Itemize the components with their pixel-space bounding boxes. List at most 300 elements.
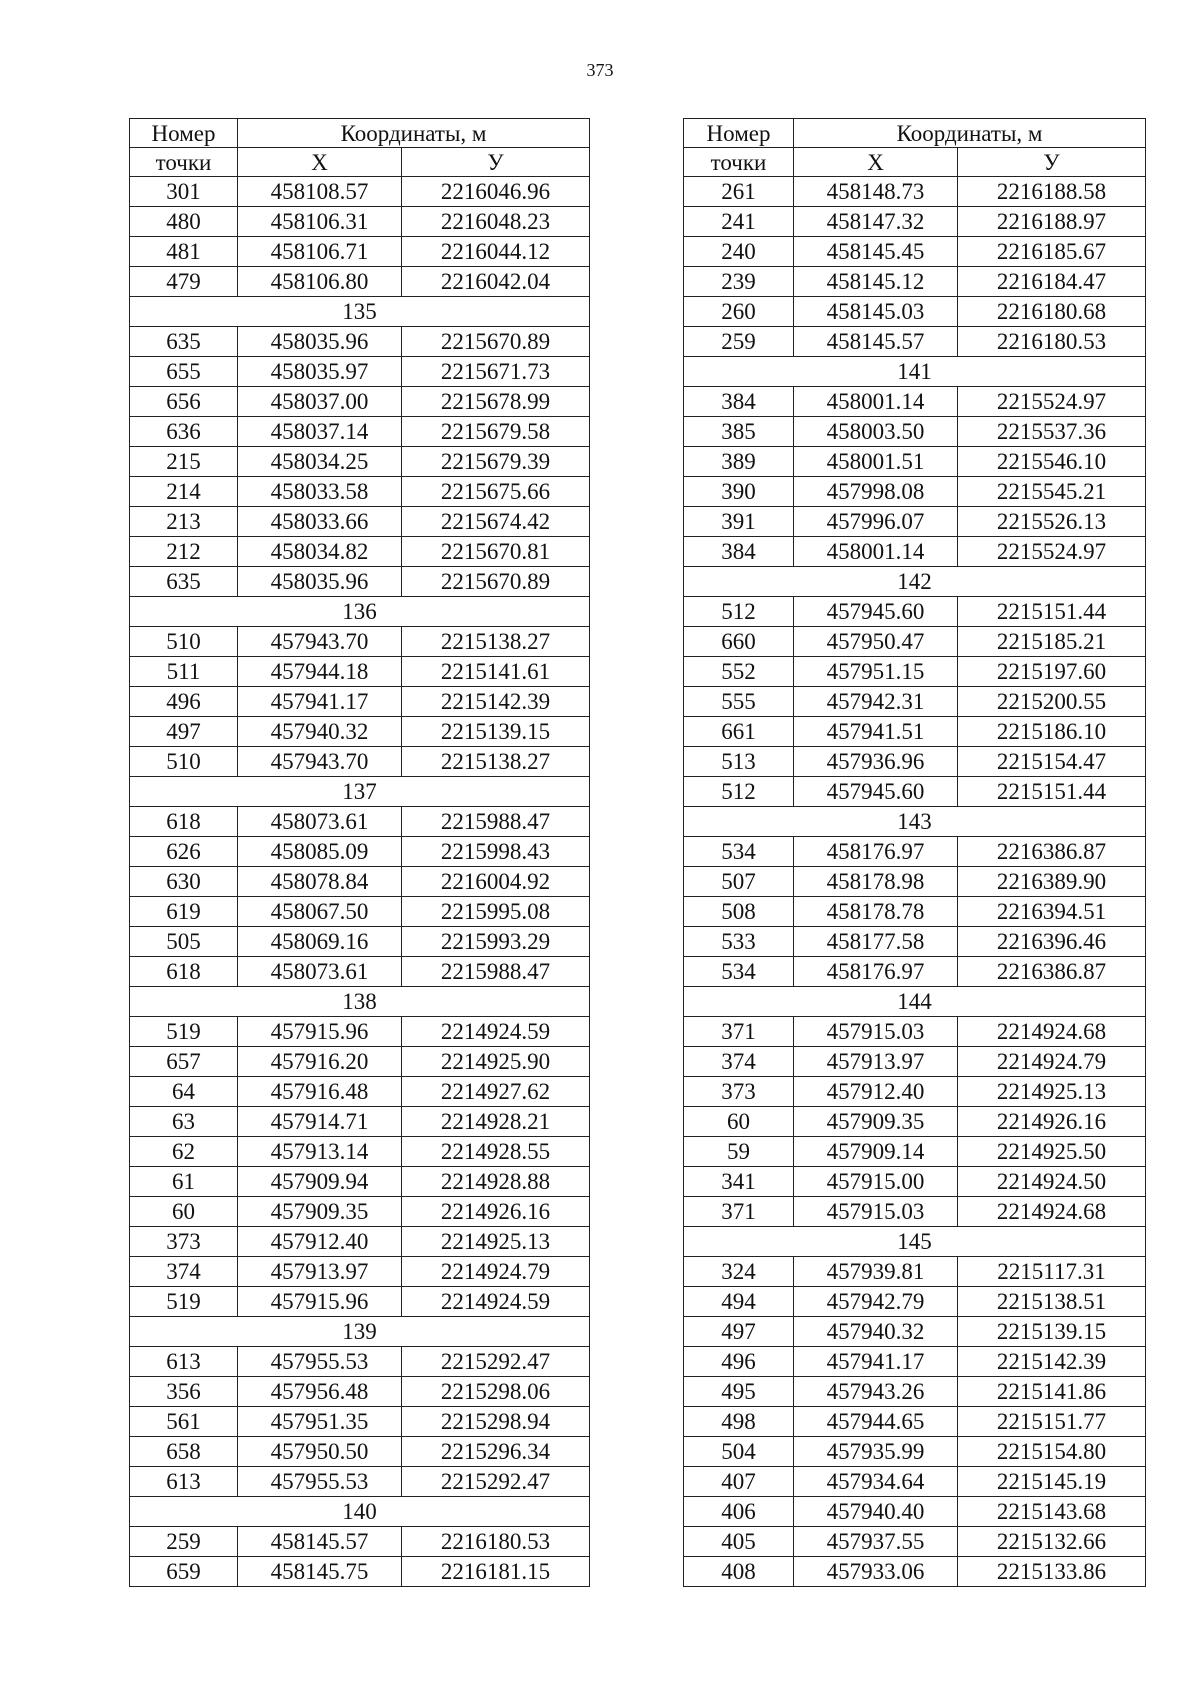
point-number-cell: 373 [130, 1227, 238, 1257]
x-coordinate-cell: 457996.07 [794, 507, 958, 537]
x-coordinate-cell: 457941.17 [238, 687, 402, 717]
table-row [130, 717, 590, 747]
table-row [130, 1407, 590, 1437]
table-row [130, 267, 590, 297]
x-coordinate-cell: 457941.51 [794, 717, 958, 747]
point-number-cell: 618 [130, 807, 238, 837]
y-coordinate-cell: 2215298.94 [402, 1407, 590, 1437]
table-row [130, 627, 590, 657]
coordinates-table-left [129, 118, 590, 1587]
x-coordinate-cell: 457914.71 [238, 1107, 402, 1137]
x-coordinate-cell: 457915.96 [238, 1287, 402, 1317]
y-coordinate-cell: 2215133.86 [958, 1557, 1146, 1587]
table-row [130, 447, 590, 477]
x-coordinate-cell: 458034.25 [238, 447, 402, 477]
y-coordinate-cell: 2214924.79 [402, 1257, 590, 1287]
point-number-cell: 494 [684, 1287, 794, 1317]
table-row [130, 897, 590, 927]
point-number-cell: 512 [684, 597, 794, 627]
y-coordinate-cell: 2215143.68 [958, 1497, 1146, 1527]
y-coordinate-cell: 2215995.08 [402, 897, 590, 927]
x-coordinate-cell: 458001.14 [794, 387, 958, 417]
point-number-cell: 497 [684, 1317, 794, 1347]
group-number: 135 [130, 297, 590, 327]
y-coordinate-cell: 2216004.92 [402, 867, 590, 897]
table-row [684, 597, 1146, 627]
y-coordinate-cell: 2215988.47 [402, 957, 590, 987]
table-row [130, 177, 590, 207]
y-coordinate-cell: 2215670.89 [402, 327, 590, 357]
header-row-top [684, 119, 1146, 148]
x-coordinate-cell: 458148.73 [794, 177, 958, 207]
y-coordinate-cell: 2216046.96 [402, 177, 590, 207]
table-row [684, 1557, 1146, 1587]
x-coordinate-cell: 457916.48 [238, 1077, 402, 1107]
table-row [130, 1527, 590, 1557]
table-row [684, 1497, 1146, 1527]
y-coordinate-cell: 2214924.50 [958, 1167, 1146, 1197]
x-coordinate-cell: 457998.08 [794, 477, 958, 507]
point-number-cell: 324 [684, 1257, 794, 1287]
y-coordinate-cell: 2215141.86 [958, 1377, 1146, 1407]
y-coordinate-cell: 2215674.42 [402, 507, 590, 537]
group-row [130, 1317, 590, 1347]
x-coordinate-cell: 457942.31 [794, 687, 958, 717]
y-coordinate-cell: 2215117.31 [958, 1257, 1146, 1287]
x-coordinate-cell: 457943.26 [794, 1377, 958, 1407]
table-row [684, 867, 1146, 897]
x-coordinate-cell: 457950.50 [238, 1437, 402, 1467]
x-coordinate-cell: 458035.96 [238, 327, 402, 357]
point-number-cell: 389 [684, 447, 794, 477]
table-row [130, 957, 590, 987]
y-coordinate-cell: 2215524.97 [958, 387, 1146, 417]
table-row [684, 1167, 1146, 1197]
y-coordinate-cell: 2216181.15 [402, 1557, 590, 1587]
group-row [684, 567, 1146, 597]
table-row [130, 1107, 590, 1137]
x-coordinate-cell: 457939.81 [794, 1257, 958, 1287]
x-coordinate-cell: 458178.98 [794, 867, 958, 897]
group-row [130, 597, 590, 627]
table-row [130, 1467, 590, 1497]
table-row [130, 537, 590, 567]
y-coordinate-cell: 2215678.99 [402, 387, 590, 417]
x-coordinate-cell: 457942.79 [794, 1287, 958, 1317]
y-coordinate-cell: 2215537.36 [958, 417, 1146, 447]
y-coordinate-cell: 2215142.39 [402, 687, 590, 717]
x-coordinate-cell: 458085.09 [238, 837, 402, 867]
y-coordinate-cell: 2215670.81 [402, 537, 590, 567]
x-coordinate-cell: 457943.70 [238, 747, 402, 777]
group-number: 138 [130, 987, 590, 1017]
x-coordinate-cell: 457950.47 [794, 627, 958, 657]
point-number-cell: 212 [130, 537, 238, 567]
x-coordinate-cell: 457945.60 [794, 597, 958, 627]
y-coordinate-cell: 2214928.21 [402, 1107, 590, 1137]
table-row [684, 837, 1146, 867]
y-coordinate-cell: 2216394.51 [958, 897, 1146, 927]
y-coordinate-cell: 2215671.73 [402, 357, 590, 387]
point-number-cell: 59 [684, 1137, 794, 1167]
point-number-cell: 496 [130, 687, 238, 717]
y-coordinate-cell: 2214924.59 [402, 1017, 590, 1047]
point-number-cell: 384 [684, 387, 794, 417]
table-row [130, 1017, 590, 1047]
x-coordinate-cell: 458073.61 [238, 807, 402, 837]
x-coordinate-cell: 457912.40 [794, 1077, 958, 1107]
y-coordinate-cell: 2215151.44 [958, 777, 1146, 807]
header-point-number-line2: точки [684, 148, 794, 177]
x-coordinate-cell: 457913.97 [238, 1257, 402, 1287]
point-number-cell: 240 [684, 237, 794, 267]
group-row [684, 987, 1146, 1017]
header-point-number-line1: Номер [684, 119, 794, 148]
y-coordinate-cell: 2215138.27 [402, 747, 590, 777]
y-coordinate-cell: 2216386.87 [958, 837, 1146, 867]
table-row [684, 447, 1146, 477]
header-point-number-line2: точки [130, 148, 238, 177]
point-number-cell: 405 [684, 1527, 794, 1557]
point-number-cell: 498 [684, 1407, 794, 1437]
table-row [684, 627, 1146, 657]
y-coordinate-cell: 2214924.68 [958, 1197, 1146, 1227]
x-coordinate-cell: 457943.70 [238, 627, 402, 657]
table-row [684, 507, 1146, 537]
y-coordinate-cell: 2215142.39 [958, 1347, 1146, 1377]
x-coordinate-cell: 457915.03 [794, 1017, 958, 1047]
x-coordinate-cell: 457951.35 [238, 1407, 402, 1437]
y-coordinate-cell: 2214925.90 [402, 1047, 590, 1077]
point-number-cell: 371 [684, 1197, 794, 1227]
group-number: 136 [130, 597, 590, 627]
table-body-left [130, 119, 590, 1587]
y-coordinate-cell: 2214927.62 [402, 1077, 590, 1107]
y-coordinate-cell: 2214928.55 [402, 1137, 590, 1167]
header-row-bottom [130, 148, 590, 177]
point-number-cell: 259 [130, 1527, 238, 1557]
table-row [684, 477, 1146, 507]
x-coordinate-cell: 457940.40 [794, 1497, 958, 1527]
point-number-cell: 391 [684, 507, 794, 537]
table-row [130, 207, 590, 237]
point-number-cell: 618 [130, 957, 238, 987]
y-coordinate-cell: 2215670.89 [402, 567, 590, 597]
point-number-cell: 63 [130, 1107, 238, 1137]
y-coordinate-cell: 2215139.15 [958, 1317, 1146, 1347]
y-coordinate-cell: 2214925.13 [402, 1227, 590, 1257]
y-coordinate-cell: 2215151.77 [958, 1407, 1146, 1437]
x-coordinate-cell: 458035.96 [238, 567, 402, 597]
point-number-cell: 497 [130, 717, 238, 747]
y-coordinate-cell: 2215151.44 [958, 597, 1146, 627]
point-number-cell: 658 [130, 1437, 238, 1467]
x-coordinate-cell: 458177.58 [794, 927, 958, 957]
point-number-cell: 241 [684, 207, 794, 237]
point-number-cell: 407 [684, 1467, 794, 1497]
y-coordinate-cell: 2215132.66 [958, 1527, 1146, 1557]
y-coordinate-cell: 2215200.55 [958, 687, 1146, 717]
table-row [130, 327, 590, 357]
table-body-right [684, 119, 1146, 1587]
point-number-cell: 534 [684, 837, 794, 867]
table-row [684, 327, 1146, 357]
y-coordinate-cell: 2215185.21 [958, 627, 1146, 657]
y-coordinate-cell: 2216184.47 [958, 267, 1146, 297]
y-coordinate-cell: 2215141.61 [402, 657, 590, 687]
group-row [684, 1227, 1146, 1257]
y-coordinate-cell: 2214924.68 [958, 1017, 1146, 1047]
point-number-cell: 356 [130, 1377, 238, 1407]
x-coordinate-cell: 458033.66 [238, 507, 402, 537]
table-row [684, 717, 1146, 747]
y-coordinate-cell: 2215298.06 [402, 1377, 590, 1407]
table-row [684, 267, 1146, 297]
point-number-cell: 656 [130, 387, 238, 417]
point-number-cell: 481 [130, 237, 238, 267]
x-coordinate-cell: 457955.53 [238, 1467, 402, 1497]
point-number-cell: 630 [130, 867, 238, 897]
table-row [130, 1137, 590, 1167]
y-coordinate-cell: 2216180.53 [958, 327, 1146, 357]
group-number: 145 [684, 1227, 1146, 1257]
x-coordinate-cell: 457909.14 [794, 1137, 958, 1167]
point-number-cell: 480 [130, 207, 238, 237]
point-number-cell: 479 [130, 267, 238, 297]
header-y: У [958, 148, 1146, 177]
table-row [130, 1227, 590, 1257]
point-number-cell: 341 [684, 1167, 794, 1197]
coordinates-table-right [683, 118, 1146, 1587]
point-number-cell: 374 [684, 1047, 794, 1077]
x-coordinate-cell: 458067.50 [238, 897, 402, 927]
x-coordinate-cell: 458106.80 [238, 267, 402, 297]
point-number-cell: 504 [684, 1437, 794, 1467]
point-number-cell: 384 [684, 537, 794, 567]
table-row [684, 387, 1146, 417]
x-coordinate-cell: 457941.17 [794, 1347, 958, 1377]
table-row [684, 777, 1146, 807]
table-row [684, 1287, 1146, 1317]
y-coordinate-cell: 2215679.58 [402, 417, 590, 447]
point-number-cell: 512 [684, 777, 794, 807]
y-coordinate-cell: 2215145.19 [958, 1467, 1146, 1497]
x-coordinate-cell: 457909.94 [238, 1167, 402, 1197]
point-number-cell: 496 [684, 1347, 794, 1377]
y-coordinate-cell: 2215526.13 [958, 507, 1146, 537]
x-coordinate-cell: 457913.97 [794, 1047, 958, 1077]
x-coordinate-cell: 458003.50 [794, 417, 958, 447]
x-coordinate-cell: 458176.97 [794, 957, 958, 987]
header-x: X [238, 148, 402, 177]
x-coordinate-cell: 457937.55 [794, 1527, 958, 1557]
group-row [684, 807, 1146, 837]
y-coordinate-cell: 2216185.67 [958, 237, 1146, 267]
table-row [684, 1347, 1146, 1377]
y-coordinate-cell: 2214924.79 [958, 1047, 1146, 1077]
table-row [130, 1077, 590, 1107]
group-row [130, 297, 590, 327]
header-row-top [130, 119, 590, 148]
point-number-cell: 507 [684, 867, 794, 897]
x-coordinate-cell: 458001.14 [794, 537, 958, 567]
x-coordinate-cell: 457909.35 [238, 1197, 402, 1227]
header-coordinates: Координаты, м [238, 119, 590, 148]
table-row [684, 1047, 1146, 1077]
point-number-cell: 533 [684, 927, 794, 957]
page-number: 373 [586, 60, 614, 80]
y-coordinate-cell: 2216386.87 [958, 957, 1146, 987]
table-row [684, 1017, 1146, 1047]
y-coordinate-cell: 2214925.13 [958, 1077, 1146, 1107]
y-coordinate-cell: 2214925.50 [958, 1137, 1146, 1167]
x-coordinate-cell: 457915.96 [238, 1017, 402, 1047]
table-row [130, 1197, 590, 1227]
table-row [130, 387, 590, 417]
y-coordinate-cell: 2214926.16 [958, 1107, 1146, 1137]
table-row [684, 537, 1146, 567]
point-number-cell: 511 [130, 657, 238, 687]
point-number-cell: 373 [684, 1077, 794, 1107]
x-coordinate-cell: 457956.48 [238, 1377, 402, 1407]
group-number: 141 [684, 357, 1146, 387]
y-coordinate-cell: 2216396.46 [958, 927, 1146, 957]
table-row [130, 1047, 590, 1077]
point-number-cell: 519 [130, 1017, 238, 1047]
y-coordinate-cell: 2216042.04 [402, 267, 590, 297]
table-row [130, 567, 590, 597]
point-number-cell: 406 [684, 1497, 794, 1527]
table-row [684, 1467, 1146, 1497]
x-coordinate-cell: 458037.14 [238, 417, 402, 447]
y-coordinate-cell: 2215138.51 [958, 1287, 1146, 1317]
y-coordinate-cell: 2214928.88 [402, 1167, 590, 1197]
table-row [130, 1437, 590, 1467]
y-coordinate-cell: 2215545.21 [958, 477, 1146, 507]
point-number-cell: 259 [684, 327, 794, 357]
x-coordinate-cell: 457936.96 [794, 747, 958, 777]
point-number-cell: 561 [130, 1407, 238, 1437]
point-number-cell: 61 [130, 1167, 238, 1197]
x-coordinate-cell: 457915.03 [794, 1197, 958, 1227]
point-number-cell: 626 [130, 837, 238, 867]
table-row [130, 807, 590, 837]
point-number-cell: 513 [684, 747, 794, 777]
point-number-cell: 659 [130, 1557, 238, 1587]
table-row [684, 957, 1146, 987]
point-number-cell: 636 [130, 417, 238, 447]
y-coordinate-cell: 2216188.97 [958, 207, 1146, 237]
y-coordinate-cell: 2215138.27 [402, 627, 590, 657]
group-number: 140 [130, 1497, 590, 1527]
table-row [684, 207, 1146, 237]
table-row [130, 237, 590, 267]
x-coordinate-cell: 457944.18 [238, 657, 402, 687]
x-coordinate-cell: 458145.45 [794, 237, 958, 267]
x-coordinate-cell: 457909.35 [794, 1107, 958, 1137]
table-row [684, 177, 1146, 207]
point-number-cell: 613 [130, 1347, 238, 1377]
point-number-cell: 519 [130, 1287, 238, 1317]
table-row [684, 687, 1146, 717]
x-coordinate-cell: 458176.97 [794, 837, 958, 867]
point-number-cell: 655 [130, 357, 238, 387]
header-coordinates: Координаты, м [794, 119, 1146, 148]
table-row [684, 1437, 1146, 1467]
header-x: X [794, 148, 958, 177]
x-coordinate-cell: 458069.16 [238, 927, 402, 957]
table-row [684, 237, 1146, 267]
point-number-cell: 660 [684, 627, 794, 657]
point-number-cell: 385 [684, 417, 794, 447]
x-coordinate-cell: 457944.65 [794, 1407, 958, 1437]
table-row [130, 357, 590, 387]
point-number-cell: 510 [130, 627, 238, 657]
point-number-cell: 371 [684, 1017, 794, 1047]
y-coordinate-cell: 2216048.23 [402, 207, 590, 237]
point-number-cell: 661 [684, 717, 794, 747]
table-row [130, 867, 590, 897]
y-coordinate-cell: 2215154.47 [958, 747, 1146, 777]
header-y: У [402, 148, 590, 177]
group-number: 144 [684, 987, 1146, 1017]
x-coordinate-cell: 458145.57 [794, 327, 958, 357]
group-number: 139 [130, 1317, 590, 1347]
y-coordinate-cell: 2215993.29 [402, 927, 590, 957]
x-coordinate-cell: 458145.03 [794, 297, 958, 327]
y-coordinate-cell: 2215679.39 [402, 447, 590, 477]
point-number-cell: 260 [684, 297, 794, 327]
table-row [684, 897, 1146, 927]
point-number-cell: 301 [130, 177, 238, 207]
y-coordinate-cell: 2214926.16 [402, 1197, 590, 1227]
x-coordinate-cell: 457945.60 [794, 777, 958, 807]
point-number-cell: 657 [130, 1047, 238, 1077]
table-row [130, 507, 590, 537]
table-row [130, 1287, 590, 1317]
group-row [130, 777, 590, 807]
x-coordinate-cell: 458035.97 [238, 357, 402, 387]
group-row [130, 987, 590, 1017]
header-row-bottom [684, 148, 1146, 177]
table-row [684, 657, 1146, 687]
point-number-cell: 408 [684, 1557, 794, 1587]
point-number-cell: 555 [684, 687, 794, 717]
point-number-cell: 62 [130, 1137, 238, 1167]
table-row [684, 1077, 1146, 1107]
x-coordinate-cell: 457913.14 [238, 1137, 402, 1167]
table-row [684, 1197, 1146, 1227]
point-number-cell: 495 [684, 1377, 794, 1407]
point-number-cell: 508 [684, 897, 794, 927]
table-row [684, 297, 1146, 327]
point-number-cell: 64 [130, 1077, 238, 1107]
group-number: 137 [130, 777, 590, 807]
y-coordinate-cell: 2215292.47 [402, 1347, 590, 1377]
table-row [684, 1527, 1146, 1557]
table-row [130, 657, 590, 687]
y-coordinate-cell: 2216180.68 [958, 297, 1146, 327]
table-row [684, 1317, 1146, 1347]
y-coordinate-cell: 2215546.10 [958, 447, 1146, 477]
table-row [130, 687, 590, 717]
x-coordinate-cell: 458078.84 [238, 867, 402, 897]
point-number-cell: 635 [130, 567, 238, 597]
x-coordinate-cell: 457912.40 [238, 1227, 402, 1257]
point-number-cell: 552 [684, 657, 794, 687]
point-number-cell: 534 [684, 957, 794, 987]
group-row [130, 1497, 590, 1527]
